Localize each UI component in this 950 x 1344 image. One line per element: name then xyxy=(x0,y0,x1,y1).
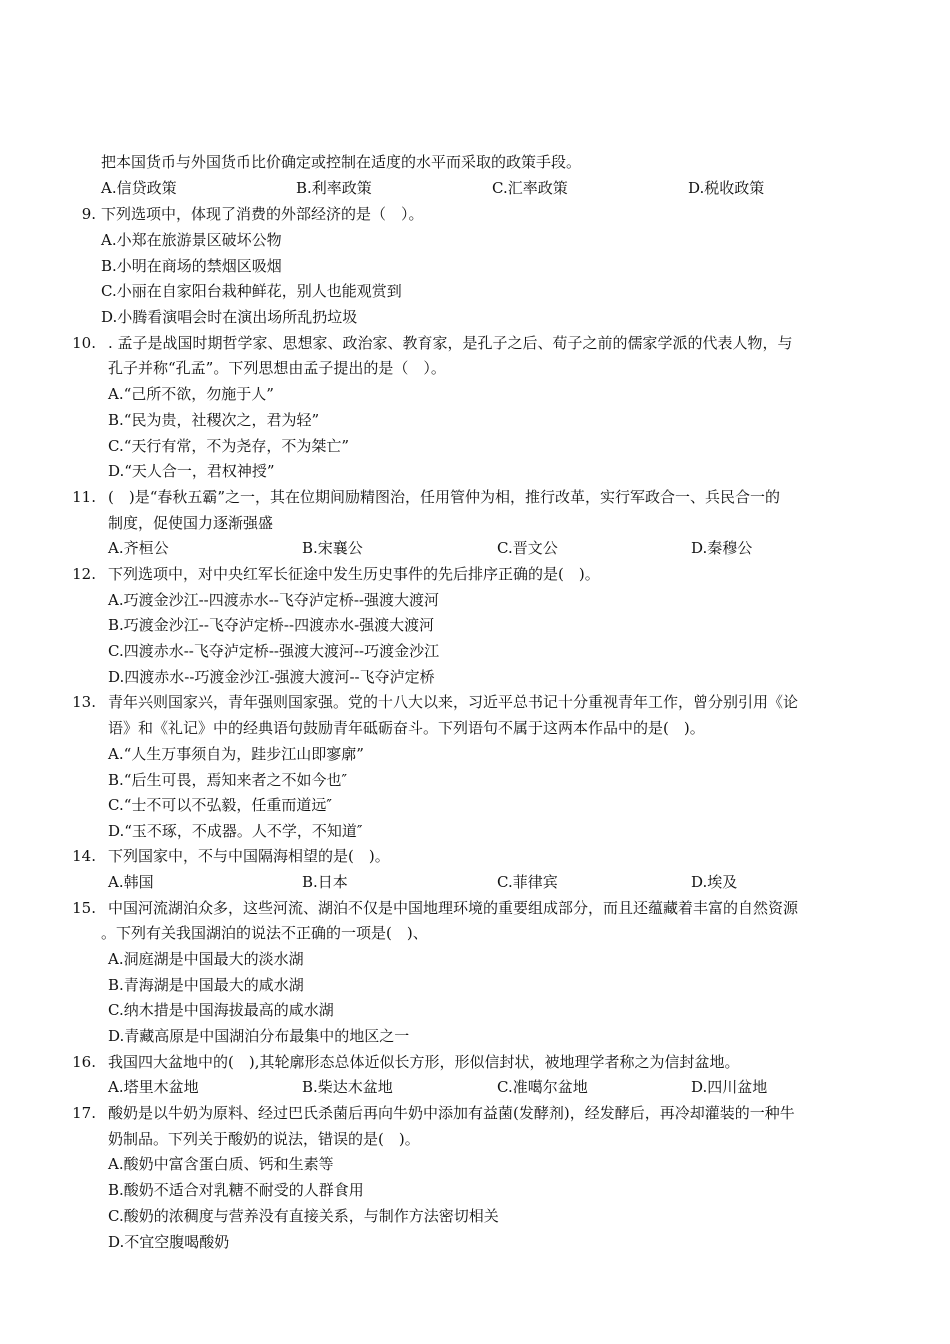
q15-stem-line2: 。下列有关我国湖泊的说法不正确的一项是( )、 xyxy=(101,924,428,942)
q12-number: 12. xyxy=(72,565,96,583)
q11-option-a: A.齐桓公 xyxy=(108,539,169,557)
q14-number: 14. xyxy=(72,847,96,865)
q14-option-c: C.菲律宾 xyxy=(497,873,558,891)
q9-number: 9. xyxy=(81,205,96,223)
q8-stem-continued: 把本国货币与外国货币比价确定或控制在适度的水平而采取的政策手段。 xyxy=(101,153,582,171)
q8-option-d: D.税收政策 xyxy=(688,179,765,197)
q14-option-b: B.日本 xyxy=(302,873,348,891)
q8-option-c: C.汇率政策 xyxy=(492,179,568,197)
q15-stem-line1: 中国河流湖泊众多，这些河流、湖泊不仅是中国地理环境的重要组成部分，而且还蕴藏着丰富的自然资源 xyxy=(108,899,799,917)
q10-stem-line2: 孔子并称“孔孟”。下列思想由孟子提出的是（ ）。 xyxy=(108,359,446,377)
q13-option-b: B.“后生可畏，焉知来者之不如今也″ xyxy=(108,771,348,789)
q17-option-c: C.酸奶的浓稠度与营养没有直接关系，与制作方法密切相关 xyxy=(108,1207,499,1225)
q9-option-a: A.小郑在旅游景区破坏公物 xyxy=(101,231,282,249)
q16-option-d: D.四川盆地 xyxy=(691,1078,768,1096)
q13-number: 13. xyxy=(72,693,96,711)
q10-option-a: A.“己所不欲，勿施于人” xyxy=(108,385,274,403)
q11-option-d: D.秦穆公 xyxy=(691,539,753,557)
q10-number: 10. xyxy=(72,334,96,352)
q9-option-b: B.小明在商场的禁烟区吸烟 xyxy=(101,257,282,275)
q16-number: 16. xyxy=(72,1053,96,1071)
q15-option-b: B.青海湖是中国最大的咸水湖 xyxy=(108,976,304,994)
q13-option-a: A.“人生万事须自为，跬步江山即寥廓” xyxy=(108,745,364,763)
q12-option-c: C.四渡赤水--飞夺泸定桥--强渡大渡河--巧渡金沙江 xyxy=(108,642,440,660)
q10-option-d: D.“天人合一，君权神授” xyxy=(108,462,275,480)
q10-option-c: C.“天行有常，不为尧存，不为桀亡” xyxy=(108,437,350,455)
q9-stem: 下列选项中，体现了消费的外部经济的是（ ）。 xyxy=(101,205,424,223)
q12-option-a: A.巧渡金沙江--四渡赤水--飞夺泸定桥--强渡大渡河 xyxy=(108,591,440,609)
q17-number: 17. xyxy=(72,1104,96,1122)
q17-option-a: A.酸奶中富含蛋白质、钙和生素等 xyxy=(108,1155,334,1173)
q9-option-c: C.小丽在自家阳台栽种鲜花，别人也能观赏到 xyxy=(101,282,402,300)
q16-option-a: A.塔里木盆地 xyxy=(108,1078,199,1096)
q12-option-d: D.四渡赤水--巧渡金沙江-强渡大渡河--飞夺泸定桥 xyxy=(108,668,435,686)
q9-option-d: D.小腾看演唱会时在演出场所乱扔垃圾 xyxy=(101,308,358,326)
q17-stem-line2: 奶制品。下列关于酸奶的说法，错误的是( )。 xyxy=(108,1130,420,1148)
q13-stem-line2: 语》和《礼记》中的经典语句鼓励青年砥砺奋斗。下列语句不属于这两本作品中的是( )。 xyxy=(108,719,705,737)
q8-option-b: B.利率政策 xyxy=(296,179,372,197)
q12-stem: 下列选项中，对中央红军长征途中发生历史事件的先后排序正确的是( )。 xyxy=(108,565,600,583)
q11-stem-line1: ( )是“春秋五霸”之一，其在位期间励精图治，任用管仲为相，推行改革，实行军政合一、兵民合一的 xyxy=(108,488,781,506)
q17-option-b: B.酸奶不适合对乳糖不耐受的人群食用 xyxy=(108,1181,364,1199)
q8-option-a: A.信贷政策 xyxy=(101,179,177,197)
q10-stem-line1: . 孟子是战国时期哲学家、思想家、政治家、教育家，是孔子之后、荀子之前的儒家学派的代表人物，与 xyxy=(108,334,793,352)
q17-stem-line1: 酸奶是以牛奶为原料、经过巴氏杀菌后再向牛奶中添加有益菌(发酵剂)，经发酵后，再冷却灌装的一种牛 xyxy=(108,1104,795,1122)
q11-number: 11. xyxy=(72,488,96,506)
q14-option-d: D.埃及 xyxy=(691,873,738,891)
q12-option-b: B.巧渡金沙江--飞夺泸定桥--四渡赤水-强渡大渡河 xyxy=(108,616,435,634)
q17-option-d: D.不宜空腹喝酸奶 xyxy=(108,1233,230,1251)
q13-stem-line1: 青年兴则国家兴，青年强则国家强。党的十八大以来，习近平总书记十分重视青年工作，曾分别引用《论 xyxy=(108,693,799,711)
q10-option-b: B.“民为贵，社稷次之，君为轻” xyxy=(108,411,320,429)
q15-option-d: D.青藏高原是中国湖泊分布最集中的地区之一 xyxy=(108,1027,410,1045)
q15-option-c: C.纳木措是中国海拔最高的咸水湖 xyxy=(108,1001,334,1019)
q13-option-c: C.“士不可以不弘毅，任重而道远″ xyxy=(108,796,332,814)
q11-option-c: C.晋文公 xyxy=(497,539,558,557)
q16-option-c: C.准噶尔盆地 xyxy=(497,1078,588,1096)
q11-stem-line2: 制度，促使国力逐渐强盛 xyxy=(108,514,274,532)
q13-option-d: D.“玉不琢，不成器。人不学，不知道″ xyxy=(108,822,363,840)
q16-option-b: B.柴达木盆地 xyxy=(302,1078,393,1096)
q14-stem: 下列国家中，不与中国隔海相望的是( )。 xyxy=(108,847,390,865)
q15-number: 15. xyxy=(72,899,96,917)
q15-option-a: A.洞庭湖是中国最大的淡水湖 xyxy=(108,950,304,968)
q14-option-a: A.韩国 xyxy=(108,873,154,891)
q11-option-b: B.宋襄公 xyxy=(302,539,363,557)
q16-stem: 我国四大盆地中的( ),其轮廓形态总体近似长方形，形似信封状，被地理学者称之为信封盆地。 xyxy=(108,1053,740,1071)
